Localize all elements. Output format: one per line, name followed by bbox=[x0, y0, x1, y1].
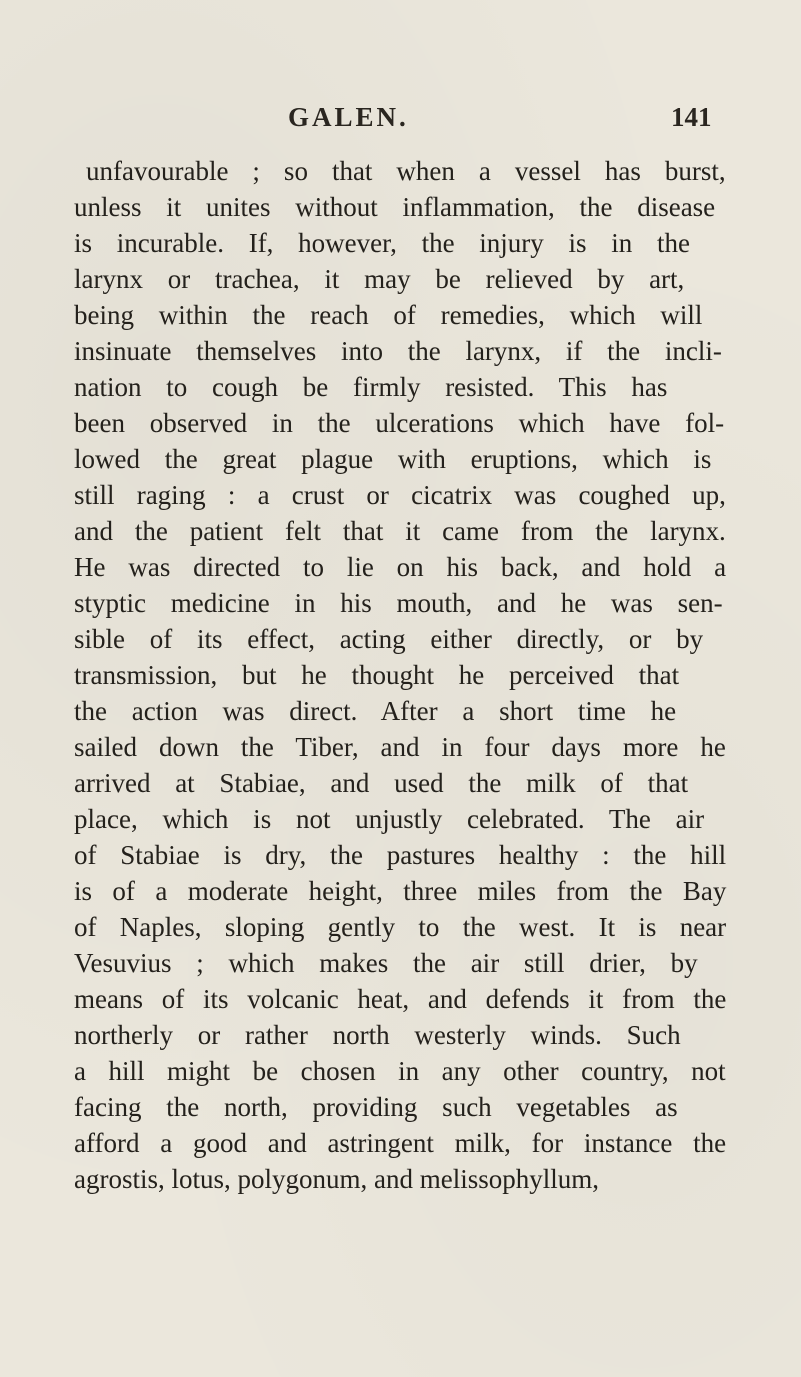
text-line-28: afford a good and astringent milk, for instance the bbox=[74, 1128, 727, 1158]
text-line-5: being within the reach of remedies, which will bbox=[74, 300, 703, 330]
text-line-25: northerly or rather north westerly winds. Such bbox=[74, 1020, 681, 1050]
text-line-17: sailed down the Tiber, and in four days more he bbox=[74, 732, 726, 762]
text-line-20: of Stabiae is dry, the pastures healthy : the hill bbox=[74, 840, 727, 870]
text-line-10: still raging : a crust or cicatrix was coughed up, bbox=[74, 480, 726, 510]
text-line-3: is incurable. If, however, the injury is in the bbox=[74, 228, 691, 258]
text-line-18: arrived at Stabiae, and used the milk of that bbox=[74, 768, 689, 798]
page-number: 141 bbox=[671, 102, 712, 132]
text-line-19: place, which is not unjustly celebrated. The air bbox=[74, 804, 705, 834]
text-line-15: transmission, but he thought he perceived that bbox=[74, 660, 680, 690]
text-line-1: unfavourable ; so that when a vessel has burst, bbox=[86, 156, 726, 186]
text-line-16: the action was direct. After a short time he bbox=[74, 696, 677, 726]
text-line-7: nation to cough be firmly resisted. This has bbox=[74, 372, 668, 402]
text-line-8: been observed in the ulcerations which have fol- bbox=[74, 408, 725, 438]
running-title: GALEN. bbox=[288, 102, 409, 132]
text-line-14: sible of its effect, acting either directly, or by bbox=[74, 624, 704, 654]
running-head bbox=[0, 102, 801, 142]
text-line-21: is of a moderate height, three miles from the Bay bbox=[74, 876, 727, 906]
text-line-23: Vesuvius ; which makes the air still drier, by bbox=[74, 948, 698, 978]
text-line-4: larynx or trachea, it may be relieved by art, bbox=[74, 264, 685, 294]
text-line-2: unless it unites without inflammation, the disease bbox=[74, 192, 716, 222]
text-line-13: styptic medicine in his mouth, and he was sen- bbox=[74, 588, 723, 618]
text-line-9: lowed the great plague with eruptions, which is bbox=[74, 444, 712, 474]
text-line-27: facing the north, providing such vegetables as bbox=[74, 1092, 678, 1122]
text-line-6: insinuate themselves into the larynx, if the incli- bbox=[74, 336, 722, 366]
text-line-12: He was directed to lie on his back, and hold a bbox=[74, 552, 727, 582]
text-line-24: means of its volcanic heat, and defends it from the bbox=[74, 984, 727, 1014]
text-line-29: agrostis, lotus, polygonum, and melissophyllum, bbox=[74, 1164, 599, 1194]
text-line-11: and the patient felt that it came from the larynx. bbox=[74, 516, 726, 546]
text-line-22: of Naples, sloping gently to the west. It is near bbox=[74, 912, 727, 942]
text-line-26: a hill might be chosen in any other country, not bbox=[74, 1056, 726, 1086]
